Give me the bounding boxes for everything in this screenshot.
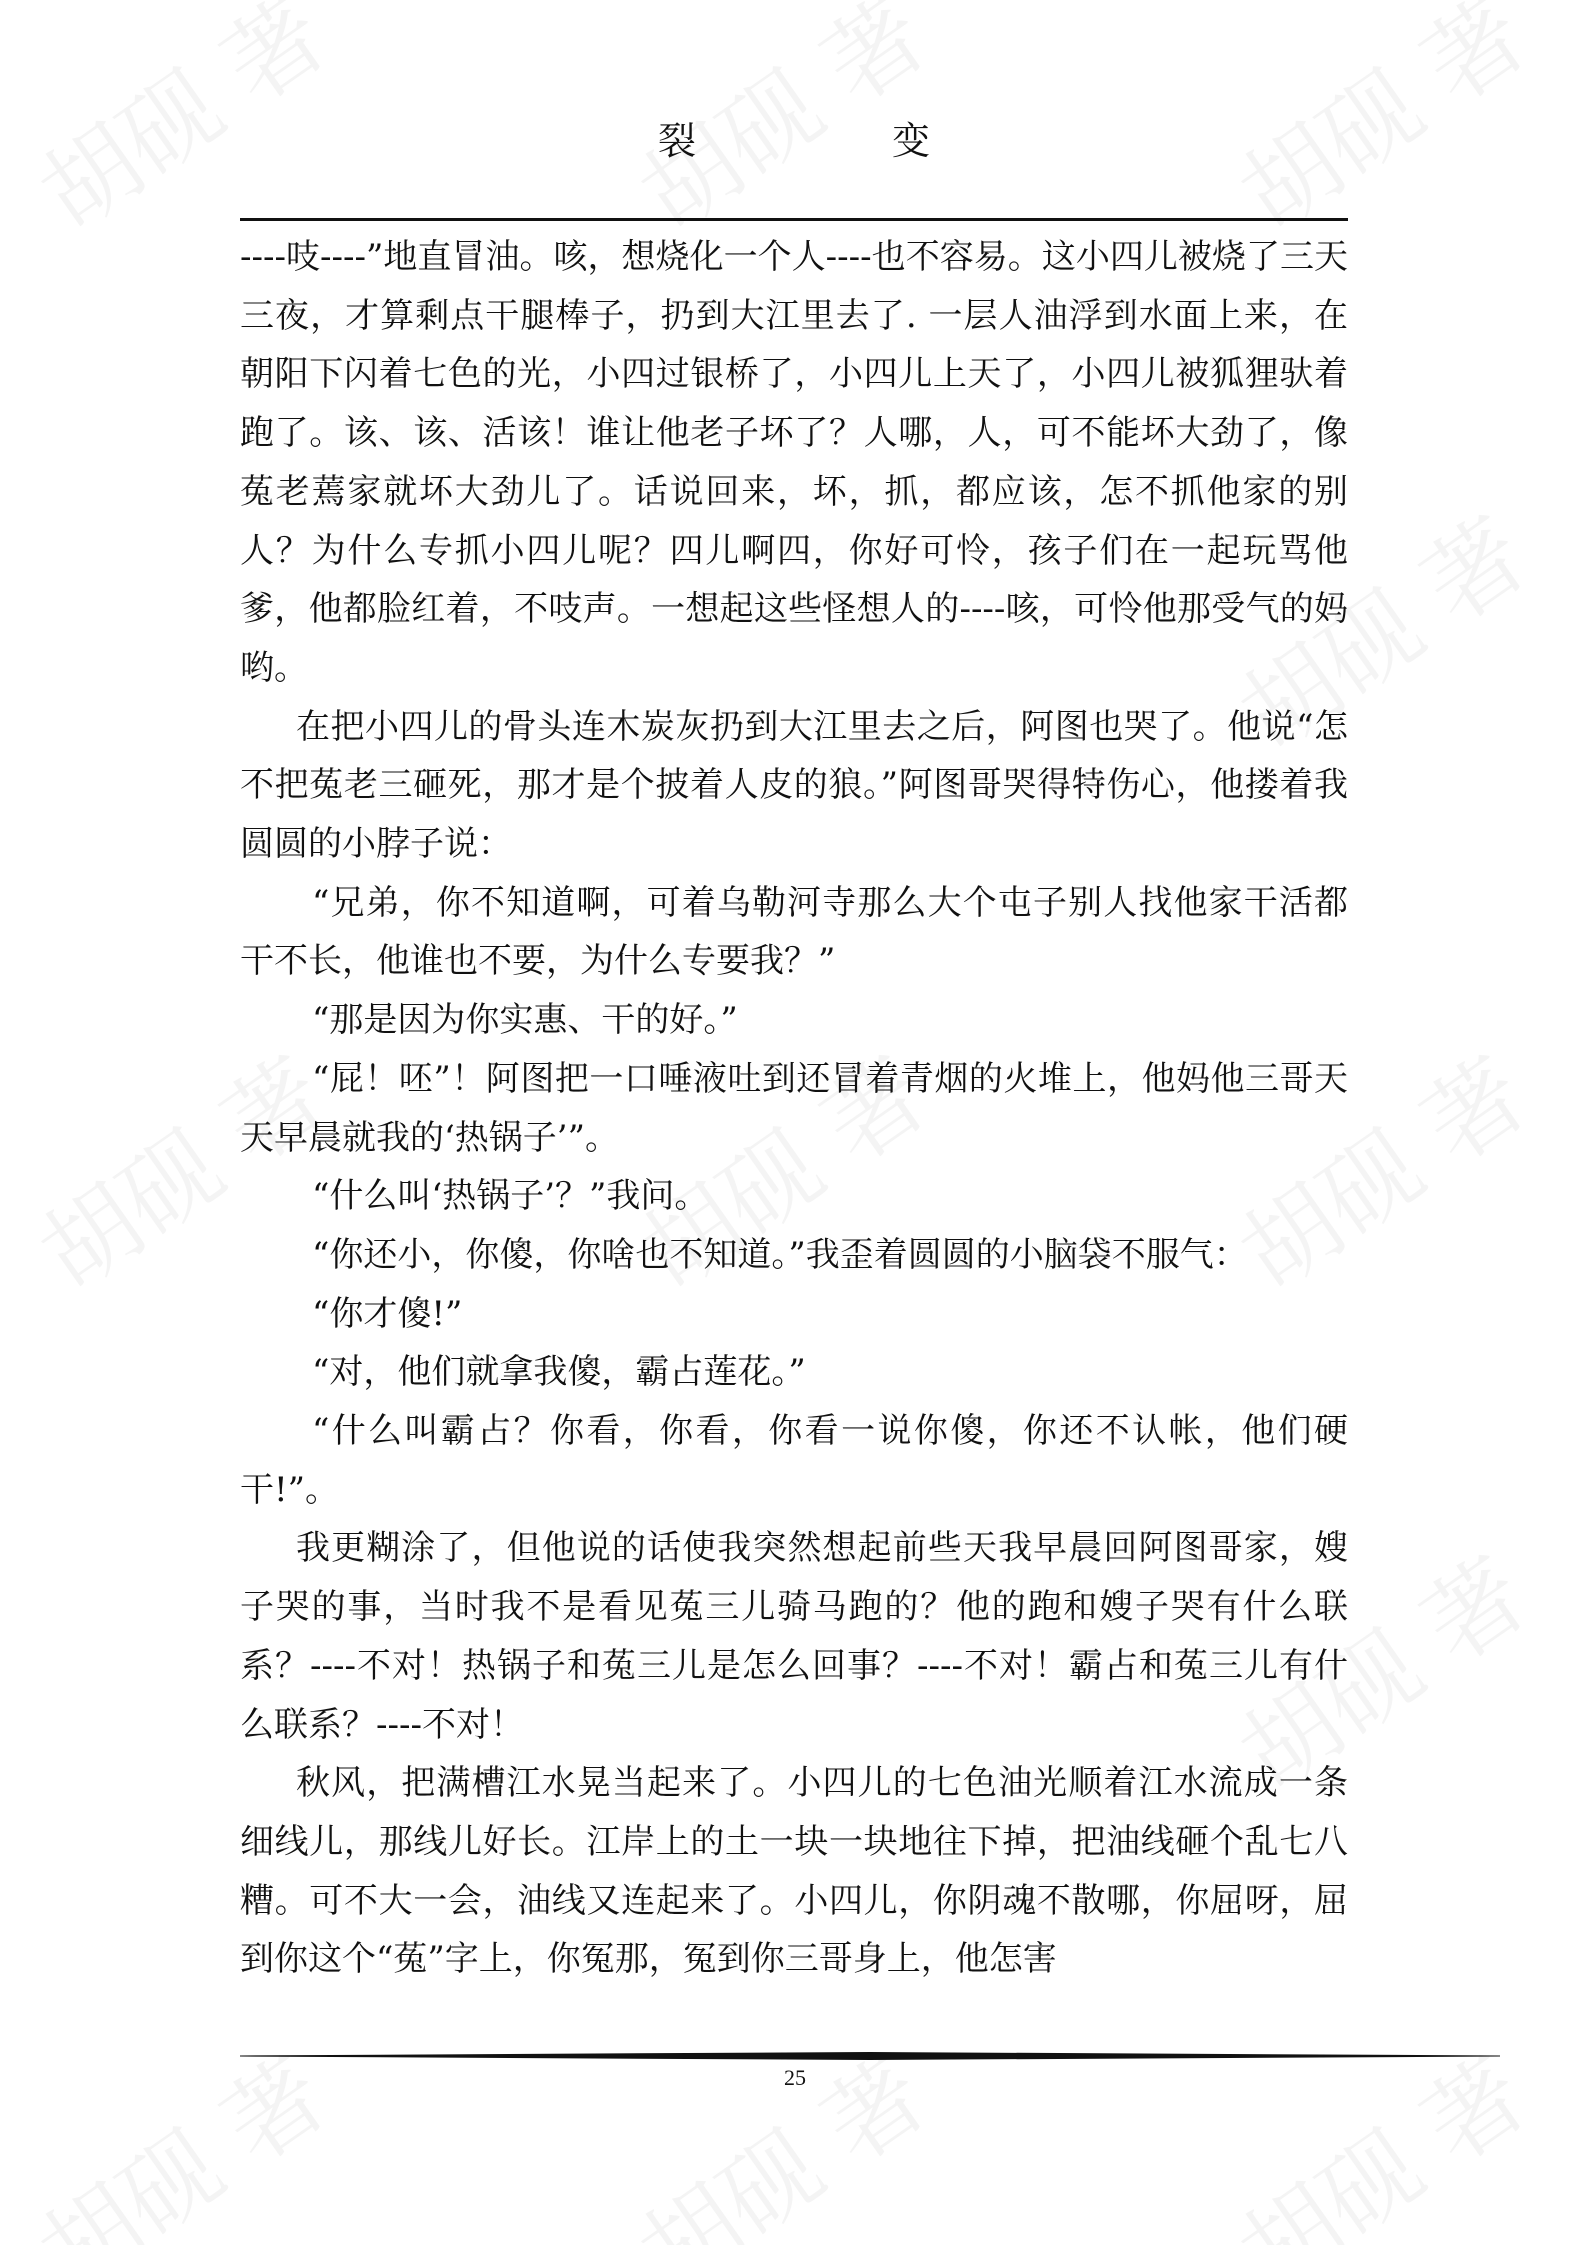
paragraph: 我更糊涂了，但他说的话使我突然想起前些天我早晨回阿图哥家，嫂子哭的事，当时我不是看见菟三儿骑马跑的？他的跑和嫂子哭有什么联系？----不对！热锅子和菟三儿是怎么回事？----不对！霸占和菟三儿有什么联系？----不对！ (240, 1528, 1348, 1745)
paragraph: “兄弟，你不知道啊，可着乌勒河寺那么大个屯子别人找他家干活都干不长，他谁也不要，为什么专要我？” (240, 882, 1348, 982)
paragraph: “对，他们就拿我傻，霸占莲花。” (312, 1352, 806, 1393)
paragraph: “你还小，你傻，你啥也不知道。”我歪着圆圆的小脑袋不服气： (312, 1234, 1248, 1275)
paragraph: “什么叫霸占？你看，你看，你看一说你傻，你还不认帐，他们硬干!”。 (240, 1411, 1348, 1510)
paragraph: 秋风，把满槽江水晃当起来了。小四儿的七色油光顺着江水流成一条细线儿，那线儿好长。江岸上的土一块一块地往下掉，把油线砸个乱七八糟。可不大一会，油线又连起来了。小四儿，你阴魂不散哪，你屈呀，屈到你这个“菟”字上，你冤那，冤到你三哥身上，他怎害 (240, 1763, 1348, 1980)
paragraph: “那是因为你实惠、干的好。” (312, 1000, 738, 1041)
paragraph: “你才傻!” (312, 1293, 463, 1334)
page-header-title: 裂变 (657, 119, 1126, 163)
footer-rule (240, 2052, 1500, 2060)
paragraph: “什么叫‘热锅子’？”我问。 (312, 1176, 709, 1217)
body-text (240, 228, 1348, 1989)
header-rule (240, 218, 1348, 221)
page-number: 25 (784, 2065, 806, 2090)
paragraph: “屁！呸”！阿图把一口唾液吐到还冒着青烟的火堆上，他妈他三哥天天早晨就我的‘热锅子’”。 (240, 1058, 1348, 1158)
paragraph: ----吱----”地直冒油。咳，想烧化一个人----也不容易。这小四儿被烧了三天三夜，才算剩点干腿棒子，扔到大江里去了. 一层人油浮到水面上来，在朝阳下闪着七色的光，小四过银桥了，小四儿上天了，小四儿被狐狸驮着跑了。该、该、活该！谁让他老子坏了？人哪，人，可不能坏大劲了，像菟老蔫家就坏大劲儿了。话说回来，坏，抓，都应该，怎不抓他家的别人？为什么专抓小四儿呢？四儿啊四，你好可怜，孩子们在一起玩骂他爹，他都脸红着，不吱声。一想起这些怪想人的----咳，可怜他那受气的妈哟。 (240, 237, 1348, 688)
paragraph: 在把小四儿的骨头连木炭灰扔到大江里去之后，阿图也哭了。他说“怎不把菟老三砸死，那才是个披着人皮的狼。”阿图哥哭得特伤心，他搂着我圆圆的小脖子说： (240, 706, 1348, 865)
